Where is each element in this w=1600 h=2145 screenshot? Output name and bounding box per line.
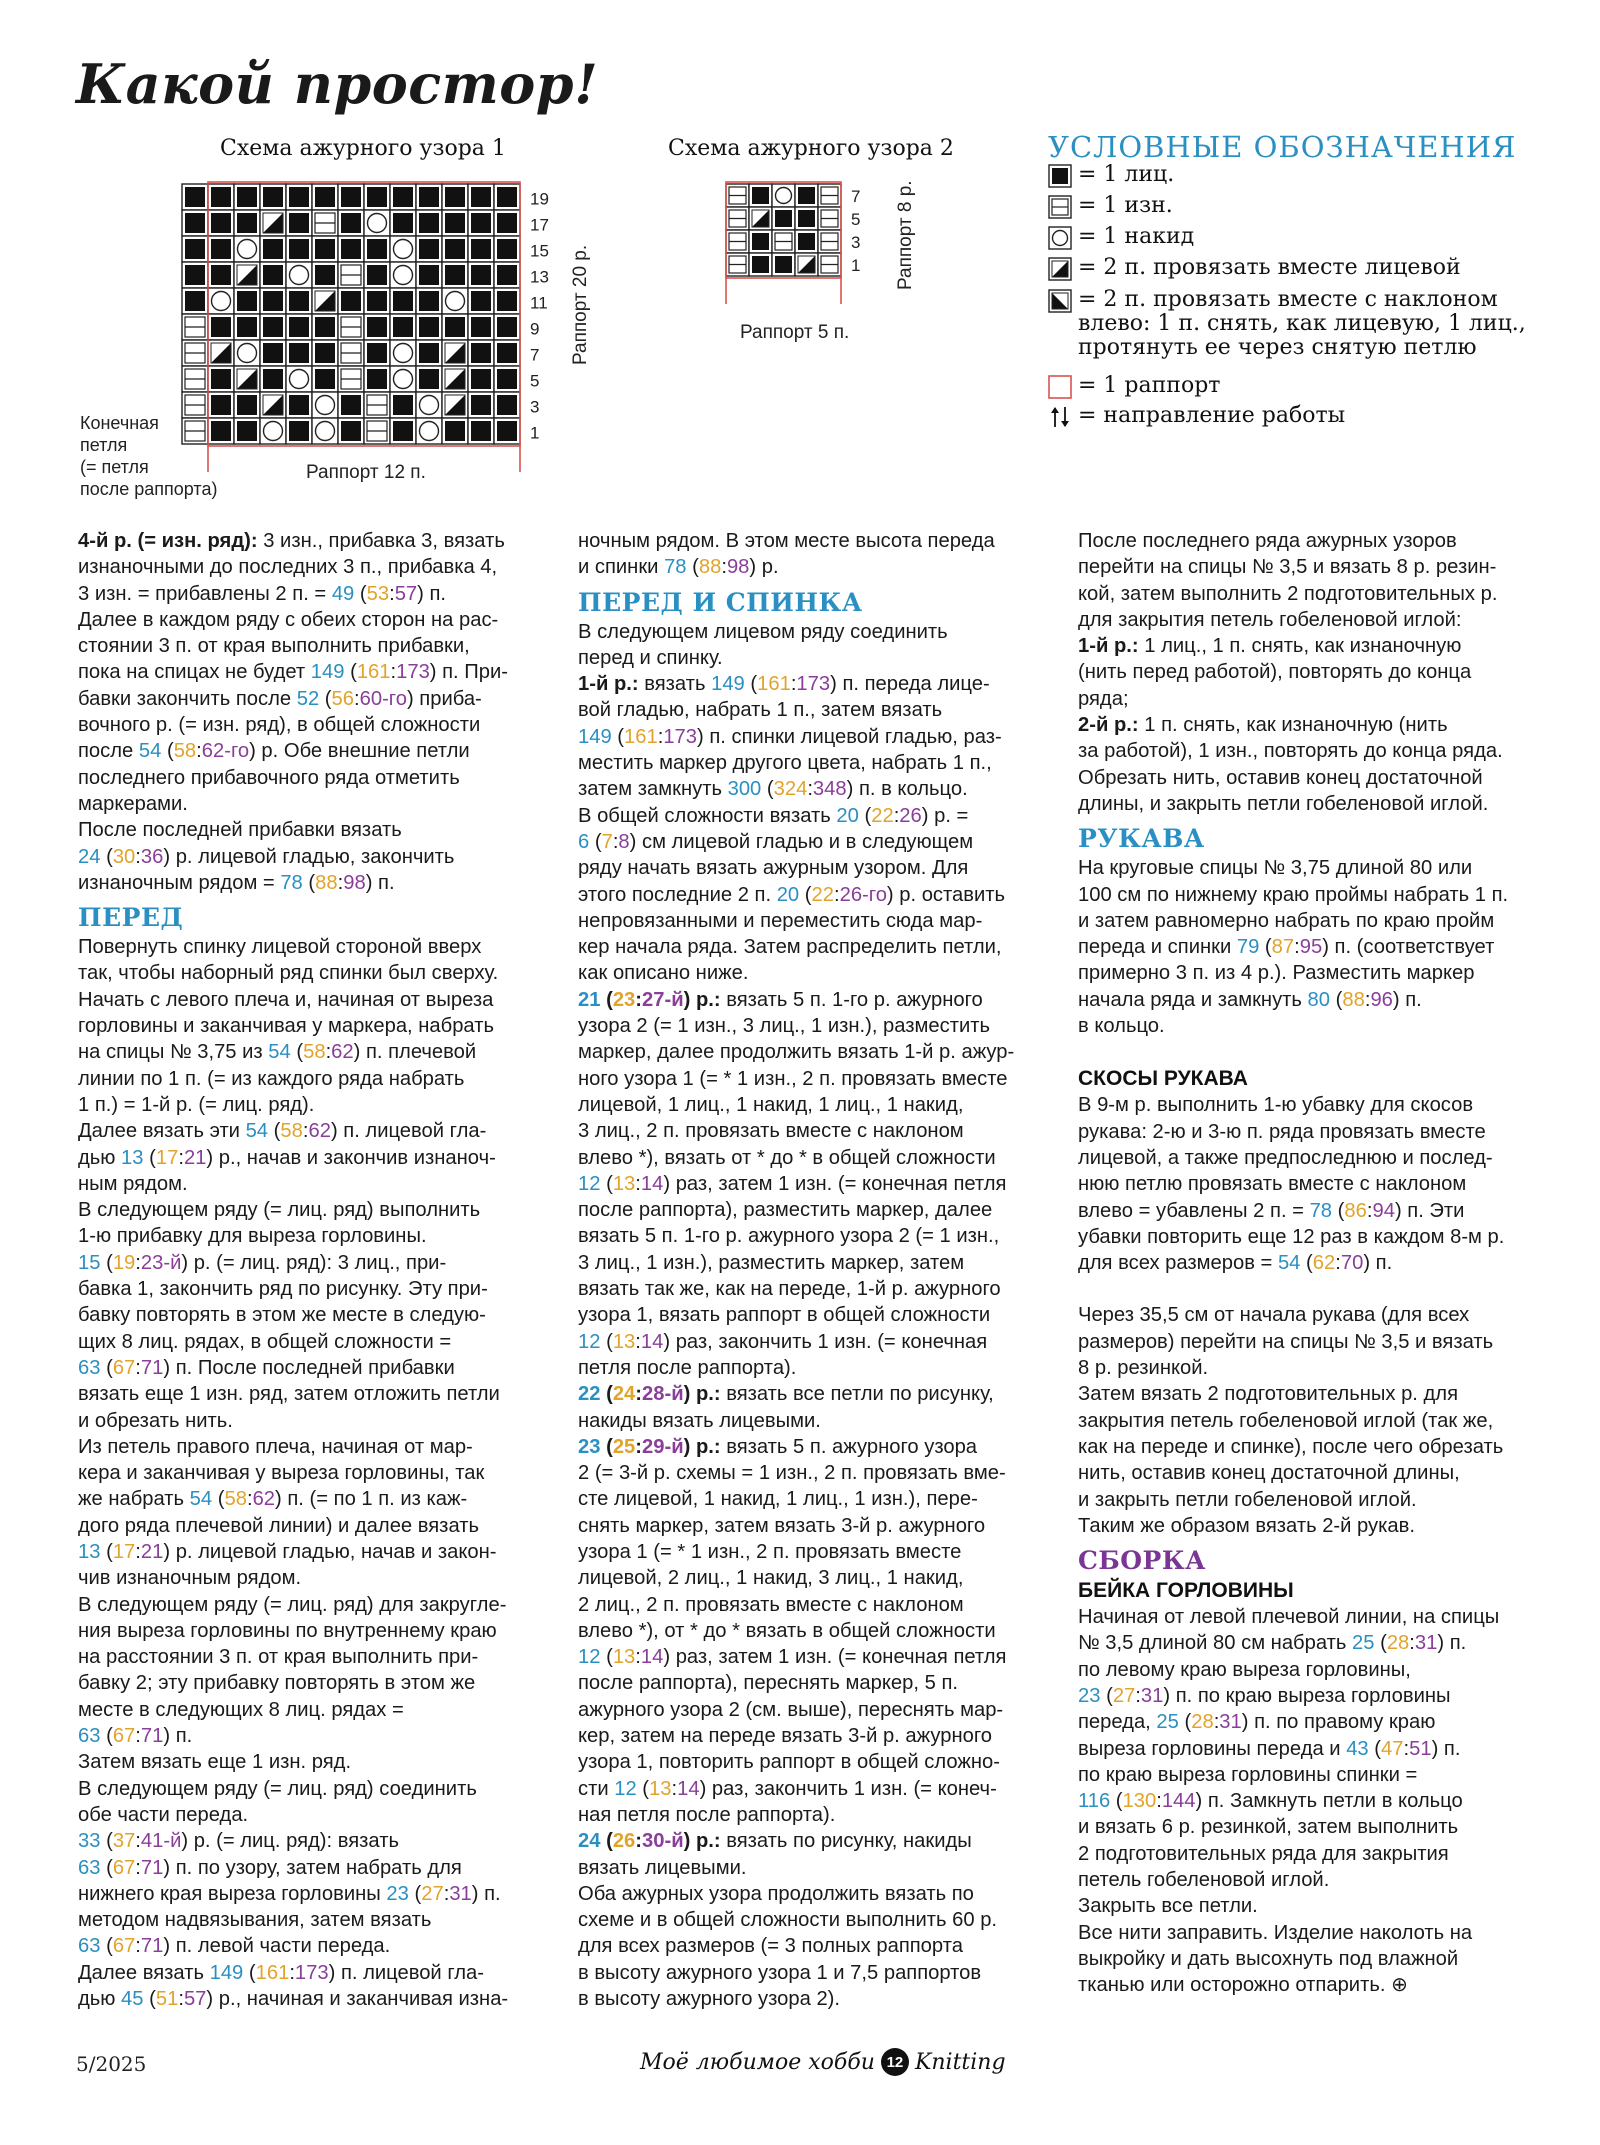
chart1-grid [182,184,602,474]
knit-symbol [338,184,364,210]
knit-symbol [416,262,442,288]
chart1-end-label: Конечная петля (= петля после раппорта) [80,413,218,499]
knit-symbol [286,314,312,340]
knit-symbol [390,210,416,236]
k2tog-symbol [260,210,286,236]
knit-symbol [390,392,416,418]
legend-item-repeat [1048,374,1220,399]
knit-symbol [442,210,468,236]
knit-symbol [468,366,494,392]
knit-symbol [468,340,494,366]
k2tog-icon [1048,257,1072,281]
knit-symbol [234,314,260,340]
knit-symbol [416,288,442,314]
paragraph: Повернуть спинку лицевой стороной вверх так, чтобы наборный ряд спинки был сверху. Начать с левого плеча и, начиная от выреза горловины и заканчивая у маркера, набрать на спицы № 3,75 из 54 (58:62) п. плечевой линии по 1 п. (= из каждого ряда набрать 1 п.) = 1-й р. (= лиц. ряд). Далее вязать эти 54 (58:62) п. лицевой гла- дью 13 (17:21) р., начав и закончив изнаноч- ным рядом. В следующем ряду (= лиц. ряд) выполнить 1-ю прибавку для выреза горловины. 15 (19:23-й) р. (= лиц. ряд): 3 лиц., при- бавка 1, закончить ряд по рисунку. Эту при- бавку повторять в этом же месте в следую- щих 8 лиц. рядах, в общей сложности = 63 (67:71) п. После последней прибавки вязать еще 1 изн. ряд, затем отложить петли и обрезать нить. Из петель правого плеча, начиная от мар- кера и заканчивая у выреза горловины, так же набрать 54 (58:62) п. (= по 1 п. из каж- дого ряда плечевой линии) и далее вязать 13 (17:21) р. лицевой гладью, начав и закон- чив изнаночным рядом. В следующем ряду (= лиц. ряд) для закругле- ния выреза горловины по внутреннему краю на расстоянии 3 п. от края выполнить при- бавку 2; эту прибавку повторять в этом же месте в следующих 8 лиц. рядах = 63 (67:71) п. Затем вязать еще 1 изн. ряд. В следующем ряду (= лиц. ряд) соединить обе части переда. 33 (37:41-й) р. (= лиц. ряд): вязать 63 (67:71) п. по узору, затем набрать для нижнего края выреза горловины 23 (27:31) п. методом надвязывания, затем вязать 63 (67:71) п. левой части переда. Далее вязать 149 (161:173) п. лицевой гла- дью 45 (51:57) р., начиная и заканчивая изна- [78,936,509,2011]
issue-number: 5/2025 [76,2052,147,2076]
knit-symbol [338,418,364,444]
knit-symbol [494,392,520,418]
knit-symbol [364,340,390,366]
purl-symbol [182,366,208,392]
purl-symbol [726,184,749,207]
repeat-icon [1048,375,1072,399]
knit-symbol [234,392,260,418]
yarn-over-symbol [772,184,795,207]
row-number: 7 [530,345,540,365]
legend-item-arrows [1048,404,1345,429]
row-number: 1 [530,423,540,443]
legend-item-text: = 1 раппорт [1078,373,1221,398]
yo-icon [1048,226,1072,250]
yarn-over-symbol [364,210,390,236]
yarn-over-symbol [286,366,312,392]
knit-symbol [468,210,494,236]
row-number: 5 [851,209,861,229]
purl-symbol [182,314,208,340]
knit-symbol [312,314,338,340]
legend-item-knit [1048,163,1174,188]
purl-symbol [818,230,841,253]
knit-symbol [416,340,442,366]
knit-symbol [390,314,416,340]
chart1-height-label: Раппорт 20 р. [570,244,591,365]
knit-symbol [416,236,442,262]
knit-symbol [468,262,494,288]
knit-symbol [749,253,772,276]
knit-symbol [390,418,416,444]
purl-icon [1048,195,1072,219]
row-number: 5 [530,371,540,391]
k2tog-symbol [1049,258,1071,280]
knit-symbol [468,392,494,418]
row-number: 1 [851,255,861,275]
knit-symbol [286,288,312,314]
knit-symbol [364,236,390,262]
knit-symbol [494,262,520,288]
knit-symbol [390,184,416,210]
legend-item-text: = 1 изн. [1078,193,1173,218]
legend-item-k2tog [1048,256,1461,281]
legend-item-text: = 2 п. провязать вместе лицевой [1078,255,1461,280]
purl-symbol [338,366,364,392]
purl-symbol [1049,196,1071,218]
knit-symbol [494,184,520,210]
row-number: 7 [851,186,861,206]
knit-symbol [442,236,468,262]
spacer [1078,1276,1578,1302]
knit-icon [1048,164,1072,188]
paragraph: ночным рядом. В этом месте высота переда и спинки 78 (88:98) р. [578,530,995,579]
page-title: Какой простор! [76,52,599,116]
k2tog-symbol [795,253,818,276]
page-number: 12 [881,2048,909,2076]
knit-symbol [260,184,286,210]
knit-symbol [182,210,208,236]
chart2-title: Схема ажурного узора 2 [668,136,954,161]
row-number: 9 [530,319,540,339]
k2tog-symbol [312,288,338,314]
row-number: 13 [530,267,549,287]
row-number: 3 [851,232,861,252]
legend-item-text: = 1 лиц. [1078,162,1175,187]
purl-symbol [182,340,208,366]
legend-item-text: = направление работы [1078,403,1346,428]
knit-symbol [416,314,442,340]
knit-symbol [468,288,494,314]
paragraph: В 9-м р. выполнить 1-ю убавку для скосов рукава: 2-ю и 3-ю п. ряда провязать вместе лицевой, а также предпоследнюю и послед- нюю петлю провязать вместе с наклоном влево = убавлены 2 п. = 78 (86:94) п. Эти убавки повторить еще 12 раз в каждом 8-м р. для всех размеров = 54 (62:70) п. [1078,1094,1505,1275]
knit-symbol [338,288,364,314]
purl-symbol [726,207,749,230]
knit-symbol [468,184,494,210]
knit-symbol [494,340,520,366]
knit-symbol [468,314,494,340]
legend-item-purl [1048,194,1173,219]
legend-item-text: = 2 п. провязать вместе с наклоном влево: 1 п. снять, как лицевую, 1 лиц., протянуть ее через снятую петлю [1078,287,1526,360]
knit-symbol [338,210,364,236]
k2tog-symbol [234,262,260,288]
yarn-over-symbol [312,392,338,418]
chart2-grid [726,184,886,294]
k2tog-symbol [260,392,286,418]
knit-symbol [286,210,312,236]
knit-symbol [364,366,390,392]
arrows-icon [1048,405,1072,429]
k2tog-symbol [442,340,468,366]
yarn-over-symbol [312,418,338,444]
knit-symbol [208,184,234,210]
section-heading: ПЕРЕД И СПИНКА [578,587,863,617]
knit-symbol [286,184,312,210]
knit-symbol [468,418,494,444]
paragraph: В следующем лицевом ряду соединить перед и спинку. 1-й р.: вязать 149 (161:173) п. переда лице- вой гладью, набрать 1 п., затем вязать 149 (161:173) п. спинки лицевой гладью, раз- местить маркер другого цвета, набрать 1 п., затем замкнуть 300 (324:348) п. в кольцо. В общей сложности вязать 20 (22:26) р. = 6 (7:8) см лицевой гладью и в следующем ряду начать вязать ажурным узором. Для этого последние 2 п. 20 (22:26-го) р. оставить непровязанными и переместить сюда мар- кер начала ряда. Затем распределить петли, как описано ниже. 21 (23:27-й) р.: вязать 5 п. 1-го р. ажурного узора 2 (= 1 изн., 3 лиц., 1 изн.), разместить маркер, далее продолжить вязать 1-й р. ажур- ного узора 1 (= * 1 изн., 2 п. провязать вместе лицевой, 1 лиц., 1 накид, 1 лиц., 1 накид, 3 лиц., 2 п. провязать вместе с наклоном влево *), вязать от * до * в общей сложности 12 (13:14) раз, затем 1 изн. (= конечная петля после раппорта), разместить маркер, далее вязать 5 п. 1-го р. ажурного узора 2 (= 1 изн., 3 лиц., 1 изн.), разместить маркер, затем вязать так же, как на переде, 1-й р. ажурного узора 1, вязать раппорт в общей сложности 12 (13:14) раз, закончить 1 изн. (= конечная петля после раппорта). 22 (24:28-й) р.: вязать все петли по рисунку, накиды вязать лицевыми. 23 (25:29-й) р.: вязать 5 п. ажурного узора 2 (= 3-й р. схемы = 1 изн., 2 п. провязать вме- сте лицевой, 1 накид, 1 лиц., 1 изн.), пере- снять маркер, затем вязать 3-й р. ажурного узора 1 (= * 1 изн., 2 п. провязать вместе лицевой, 2 лиц., 1 накид, 3 лиц., 1 накид, 2 лиц., 2 п. провязать вместе с наклоном влево *), от * до * вязать в общей сложности 12 (13:14) раз, затем 1 изн. (= конечная петля после раппорта), переснять маркер, 5 п. ажурного узора 2 (см. выше), переснять мар- кер, затем на переде вязать 3-й р. ажурного узора 1, повторить раппорт в общей сложно- сти 12 (13:14) раз, закончить 1 изн. (= конеч- ная петля после раппорта). 24 (26:30-й) р.: вязать по рисунку, накиды вязать лицевыми. Оба ажурных узора продолжить вязать по схеме и в общей сложности выполнить 60 р. для всех размеров (= 3 полных раппорта в высоту ажурного узора 1 и 7,5 раппортов в высоту ажурного узора 2). [578,620,1015,2011]
section-heading: РУКАВА [1078,824,1205,854]
purl-symbol [338,314,364,340]
k2tog-symbol [208,340,234,366]
knit-symbol [234,418,260,444]
yarn-over-symbol [390,262,416,288]
knit-symbol [442,314,468,340]
k2tog-symbol [234,366,260,392]
chart2-repeat-label: Раппорт 5 п. [740,322,850,343]
purl-symbol [818,184,841,207]
knit-symbol [416,184,442,210]
knit-symbol [338,392,364,418]
knit-symbol [182,236,208,262]
knit-symbol [208,210,234,236]
knit-symbol [416,210,442,236]
knit-symbol [364,262,390,288]
knit-symbol [494,236,520,262]
yarn-over-symbol [416,392,442,418]
purl-symbol [364,392,390,418]
knit-symbol [468,236,494,262]
purl-symbol [338,340,364,366]
paragraph: Через 35,5 см от начала рукава (для всех размеров) перейти на спицы № 3,5 и вязать 8 р. резинкой. Затем вязать 2 подготовительных р. для закрытия петель гобеленовой иглой (так же, как на переде и спинке), после чего обрезать нить, оставив конец достаточной длины, и закрыть петли гобеленовой иглой. Таким же образом вязать 2-й рукав. [1078,1304,1504,1537]
chart1-title: Схема ажурного узора 1 [220,136,506,161]
text-column-2 [578,528,1058,2012]
purl-symbol [338,262,364,288]
row-number: 19 [530,189,549,209]
knit-symbol [208,366,234,392]
knit-symbol [442,184,468,210]
yarn-over-symbol [442,288,468,314]
knit-symbol [260,366,286,392]
purl-symbol [726,253,749,276]
knit-symbol [749,184,772,207]
section-heading: ПЕРЕД [78,903,184,933]
knit-symbol [286,340,312,366]
yarn-over-symbol [260,418,286,444]
knit-symbol [416,366,442,392]
knit-symbol [286,392,312,418]
magazine-footer [640,2048,1006,2076]
knit-symbol [312,184,338,210]
row-number: 11 [530,293,548,313]
knit-symbol [494,366,520,392]
knit-symbol [234,184,260,210]
knit-symbol [312,262,338,288]
knit-symbol [494,418,520,444]
knit-symbol [390,288,416,314]
row-number: 15 [530,241,549,261]
yarn-over-symbol [234,236,260,262]
knit-symbol [182,288,208,314]
yarn-over-symbol [1049,227,1071,249]
knit-symbol [772,253,795,276]
yarn-over-symbol [286,262,312,288]
text-column-1 [78,528,558,2012]
knit-symbol [749,230,772,253]
magazine-name: Моё любимое хобби [640,2049,875,2075]
chart1-repeat-label: Раппорт 12 п. [306,462,426,483]
k2tog-symbol [442,366,468,392]
knit-symbol [312,340,338,366]
knit-symbol [182,262,208,288]
purl-symbol [772,230,795,253]
legend-title: УСЛОВНЫЕ ОБОЗНАЧЕНИЯ [1048,130,1517,164]
knit-symbol [260,288,286,314]
paragraph: Начиная от левой плечевой линии, на спицы № 3,5 длиной 80 см набрать 25 (28:31) п. по левому краю выреза горловины, 23 (27:31) п. по краю выреза горловины переда, 25 (28:31) п. по правому краю выреза горловины переда и 43 (47:51) п. по краю выреза горловины спинки = 116 (130:144) п. Замкнуть петли в кольцо и вязать 6 р. резинкой, затем выполнить 2 подготовительных ряда для закрытия петель гобеленовой иглой. Закрыть все петли. Все нити заправить. Изделие наколоть на выкройку и дать высохнуть под влажной тканью или осторожно отпарить. ⊕ [1078,1606,1500,1997]
knit-symbol [795,184,818,207]
yarn-over-symbol [390,366,416,392]
row-number: 17 [530,215,549,235]
magazine-brand: Knitting [914,2049,1006,2075]
yarn-over-symbol [234,340,260,366]
knit-symbol [182,184,208,210]
paragraph: На круговые спицы № 3,75 длиной 80 или 100 см по нижнему краю проймы набрать 1 п. и затем равномерно набрать по краю пройм переда и спинки 79 (87:95) п. (соответствует примерно 3 п. из 4 р.). Разместить маркер начала ряда и замкнуть 80 (88:96) п. в кольцо. [1078,857,1509,1038]
knit-symbol [364,314,390,340]
paragraph: 4-й р. (= изн. ряд): 3 изн., прибавка 3, вязать изнаночными до последних 3 п., прибавка 4, 3 изн. = прибавлены 2 п. = 49 (53:57) п. Далее в каждом ряду с обеих сторон на рас- стоянии 3 п. от края выполнить прибавки, пока на спицах не будет 149 (161:173) п. При- бавки закончить после 52 (56:60-го) приба- вочного р. (= изн. ряд), в общей сложности после 54 (58:62-го) р. Обе внешние петли последнего прибавочного ряда отметить маркерами. После последней прибавки вязать 24 (30:36) р. лицевой гладью, закончить изнаночным рядом = 78 (88:98) п. [78,530,509,894]
knit-symbol [208,262,234,288]
purl-symbol [726,230,749,253]
paragraph: После последнего ряда ажурных узоров перейти на спицы № 3,5 и вязать 8 р. резин- кой, затем выполнить 2 подготовительных р. для закрытия петель гобеленовой иглой: 1-й р.: 1 лиц., 1 п. снять, как изнаночную (нить перед работой), повторять до конца ряда; 2-й р.: 1 п. снять, как изнаночную (нить за работой), 1 изн., повторять до конца ряда. Обрезать нить, оставив конец достаточной длины, и закрыть петли гобеленовой иглой. [1078,530,1503,815]
knit-symbol [208,314,234,340]
section-heading: БЕЙКА ГОРЛОВИНЫ [1078,1579,1294,1603]
knit-symbol [494,210,520,236]
spacer [1078,1039,1578,1065]
knit-symbol [312,236,338,262]
purl-symbol [818,207,841,230]
purl-symbol [364,418,390,444]
knit-symbol [1049,165,1071,187]
knit-symbol [234,210,260,236]
knit-symbol [364,184,390,210]
knit-symbol [364,288,390,314]
text-column-3 [1078,528,1578,1999]
k2tog-symbol [749,207,772,230]
knit-symbol [260,262,286,288]
knit-symbol [286,236,312,262]
purl-symbol [818,253,841,276]
yarn-over-symbol [390,236,416,262]
legend-item-yo [1048,225,1194,250]
section-heading: СКОСЫ РУКАВА [1078,1067,1248,1091]
legend-item-text: = 1 накид [1078,224,1195,249]
chart2-height-label: Раппорт 8 р. [895,180,916,290]
yarn-over-symbol [416,418,442,444]
knit-symbol [260,236,286,262]
ssk-symbol [1049,290,1071,312]
knit-symbol [494,288,520,314]
k2tog-symbol [442,392,468,418]
yarn-over-symbol [208,288,234,314]
knit-symbol [312,366,338,392]
knit-symbol [260,340,286,366]
knit-symbol [208,236,234,262]
knit-symbol [260,314,286,340]
purl-symbol [312,210,338,236]
section-heading: СБОРКА [1078,1546,1206,1576]
row-number: 3 [530,397,540,417]
knit-symbol [338,236,364,262]
yarn-over-symbol [390,340,416,366]
knit-symbol [772,207,795,230]
ssk-icon [1048,289,1072,313]
knit-symbol [442,418,468,444]
knit-symbol [494,314,520,340]
knit-symbol [442,262,468,288]
knit-symbol [795,207,818,230]
knit-symbol [795,230,818,253]
knit-symbol [234,288,260,314]
knit-symbol [286,418,312,444]
legend-item-ssk [1048,288,1526,360]
